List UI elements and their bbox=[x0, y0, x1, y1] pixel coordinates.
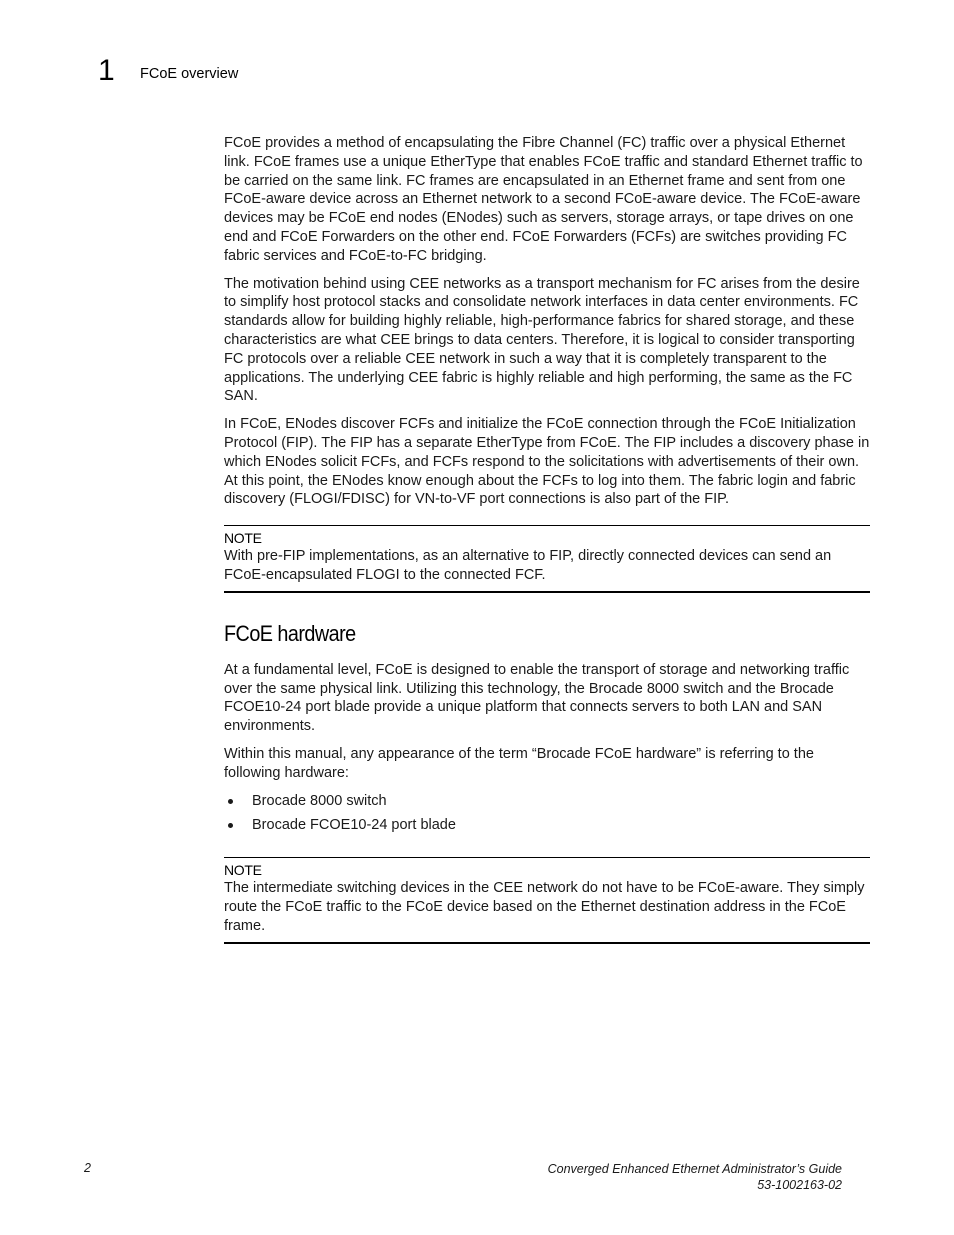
page-number: 2 bbox=[84, 1161, 91, 1175]
paragraph-term-definition: Within this manual, any appearance of the term “Brocade FCoE hardware” is referring to the following hardware: bbox=[224, 745, 814, 781]
paragraph-motivation: The motivation behind using CEE networks as a transport mechanism for FC arises from the desire to simplify host protocol stacks and consolidate network interfaces in data center environments. FC standards allow for building highly reliable, high-performance fabrics for shared storage, and these characteristics are what CEE brings to data centers. Therefore, it is logical to consider transporting FC protocols over a reliable CEE network in such a way that it is completely transparent to the applications. The underlying CEE fabric is highly reliable and high performing, the same as the FC SAN. bbox=[224, 275, 860, 405]
bullet-icon bbox=[228, 799, 233, 804]
guide-title: Converged Enhanced Ethernet Administrator’s Guide bbox=[547, 1162, 842, 1176]
note-text: The intermediate switching devices in the CEE network do not have to be FCoE-aware. They simply route the FCoE traffic to the FCoE device based on the Ethernet destination address in the FCoE frame. bbox=[224, 880, 865, 934]
section-heading-fcoe-hardware: FCoE hardware bbox=[224, 620, 356, 646]
page-header bbox=[98, 54, 498, 88]
paragraph-fip: In FCoE, ENodes discover FCFs and initialize the FCoE connection through the FCoE Initialization Protocol (FIP). The FIP has a separate EtherType from FCoE. The FIP includes a discovery phase in which ENodes solicit FCFs, and FCFs respond to the solicitations with advertisements of their own. At this point, the ENodes know enough about the FCFs to log into them. The fabric login and fabric discovery (FLOGI/FDISC) for VN-to-VF port connections is also part of the FIP. bbox=[224, 416, 870, 508]
list-item bbox=[224, 792, 870, 811]
note-intermediate-switching bbox=[224, 857, 870, 943]
page-footer bbox=[548, 1161, 842, 1193]
note-text: With pre-FIP implementations, as an alternative to FIP, directly connected devices can send an FCoE-encapsulated FLOGI to the connected FCF. bbox=[224, 548, 832, 583]
hardware-list bbox=[224, 792, 870, 836]
note-label: NOTE bbox=[224, 530, 262, 547]
bullet-icon bbox=[228, 823, 233, 828]
note-pre-fip bbox=[224, 525, 870, 593]
list-item-text: Brocade 8000 switch bbox=[252, 792, 387, 809]
paragraph-fcoe-method: FCoE provides a method of encapsulating the Fibre Channel (FC) traffic over a physical Ethernet link. FCoE frames use a unique EtherType that enables FCoE traffic and standard Ethernet traffic to be carried on the same link. FC frames are encapsulated in an Ethernet frame and sent from one FCoE-aware device across an Ethernet network to a second FCoE-aware device. The FCoE-aware devices may be FCoE end nodes (ENodes) such as servers, storage arrays, or tape drives on one end and FCoE Forwarders on the other end. FCoE Forwarders (FCFs) are switches providing FC fabric services and FCoE-to-FC bridging. bbox=[224, 135, 863, 264]
document-number: 53-1002163-02 bbox=[757, 1178, 842, 1192]
list-item-text: Brocade FCOE10-24 port blade bbox=[252, 817, 456, 834]
chapter-title: FCoE overview bbox=[140, 66, 239, 82]
list-item bbox=[224, 816, 870, 835]
chapter-number: 1 bbox=[98, 54, 115, 87]
main-content bbox=[224, 134, 870, 944]
paragraph-fundamental: At a fundamental level, FCoE is designed to enable the transport of storage and networking traffic over the same physical link. Utilizing this technology, the Brocade 8000 switch and the Brocade FCOE10-24 port blade provide a unique platform that connects servers to both LAN and SAN environments. bbox=[224, 661, 850, 735]
note-label: NOTE bbox=[224, 862, 262, 879]
